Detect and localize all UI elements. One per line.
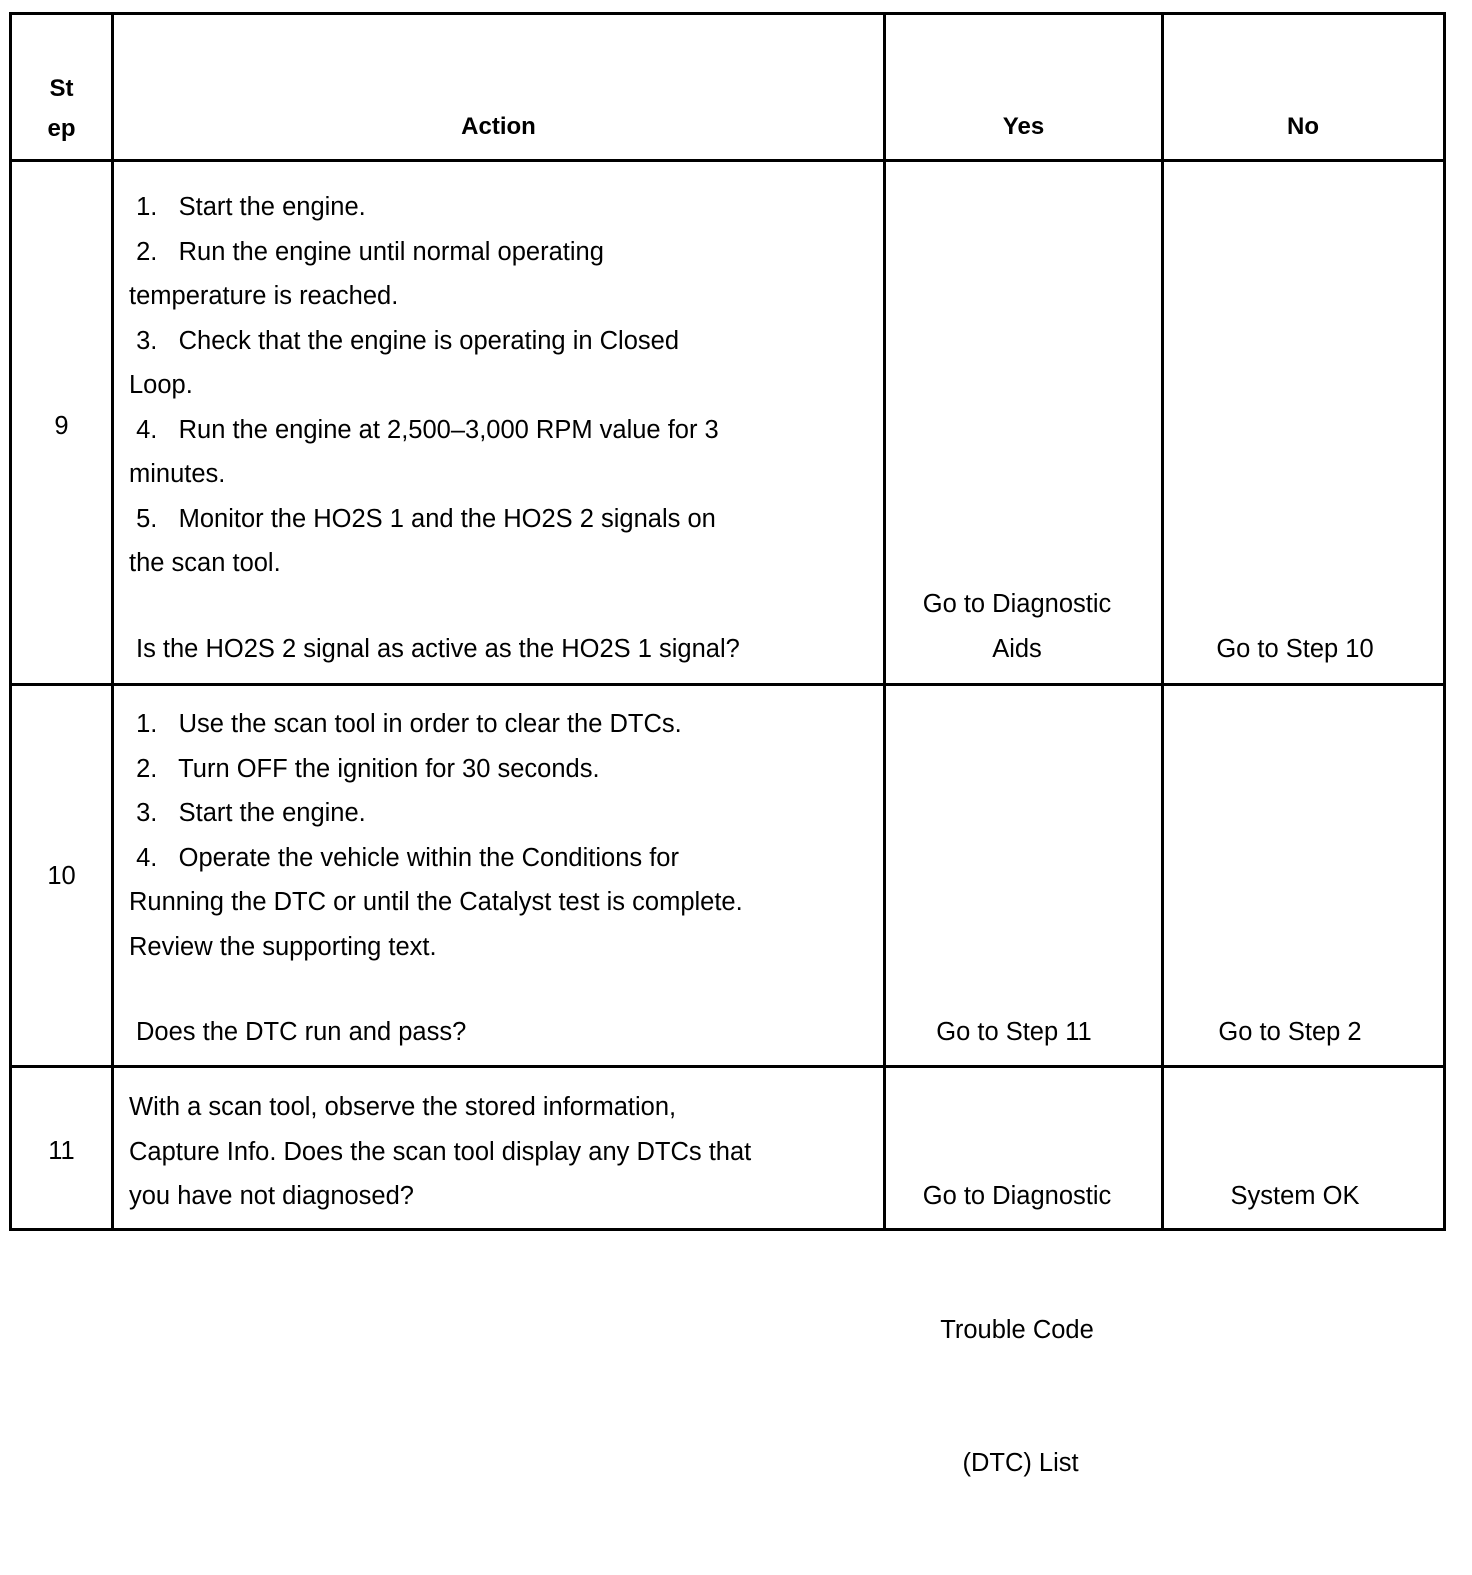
no-result: Go to Step 10 [1216,635,1374,663]
step-number: 11 [48,1137,75,1165]
action-text: With a scan tool, observe the stored information, Capture Info. Does the scan tool display any DTCs that you have not diagnosed? [129,1093,752,1210]
step-number: 9 [54,412,69,440]
yes-result: Go to Diagnostic Aids [922,590,1112,663]
action-question: Is the HO2S 2 signal as active as the HO2S 1 signal? [136,635,740,663]
step-number: 10 [47,862,76,890]
yes-result: Go to Diagnostic Trouble Code (DTC) List [922,1182,1112,1477]
no-result: System OK [1230,1182,1360,1210]
header-yes: Yes [1002,113,1045,140]
action-steps: 1. Start the engine. 2. Run the engine until normal operating temperature is reached. 3. Check that the engine is operating in Closed Loop. 4. Run the engine at 2,500–3,000 RPM value for 3 minutes. 5. Monitor the HO2S 1 and the HO2S 2 signals on the scan tool. [129,193,719,577]
header-no: No [1287,113,1319,140]
header-divider [12,159,1443,162]
action-steps: 1. Use the scan tool in order to clear the DTCs. 2. Turn OFF the ignition for 30 seconds. 3. Start the engine. 4. Operate the vehicle within the Conditions for Running the DTC or until the Catalyst test is complete. Review the supporting text. [129,710,743,961]
column-divider [111,15,114,1228]
row-divider [12,1065,1443,1068]
header-action: Action [461,113,536,140]
no-result: Go to Step 2 [1218,1018,1362,1046]
action-question: Does the DTC run and pass? [136,1018,467,1046]
row-divider [12,683,1443,686]
header-step: St ep [47,75,76,142]
yes-result: Go to Step 11 [936,1018,1092,1046]
diagnostic-table [9,12,1446,1477]
